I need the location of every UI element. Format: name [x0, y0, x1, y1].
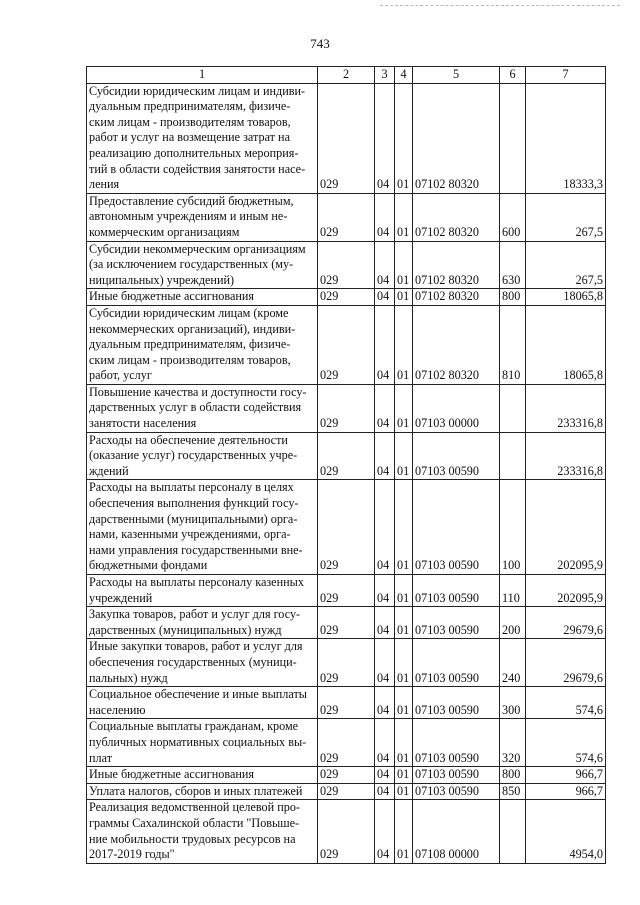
target-article-cell: 07102 80320 — [413, 241, 500, 289]
table-body — [87, 83, 606, 863]
row-name-cell: Социальные выплаты гражданам, кроме публичных нормативных социальных вы- плат — [87, 719, 318, 767]
section-cell: 04 — [375, 480, 395, 575]
expense-type-cell: 320 — [500, 719, 526, 767]
section-cell: 04 — [375, 783, 395, 800]
section-cell: 04 — [375, 639, 395, 687]
row-name-cell: Субсидии юридическим лицам (кроме некоммерческих организаций), индиви- дуальным предпринимателям, физиче- ским лицам - производителям товаров, работ, услуг — [87, 305, 318, 384]
section-cell: 04 — [375, 432, 395, 480]
column-header-4: 4 — [395, 67, 413, 84]
subsection-cell: 01 — [395, 193, 413, 241]
target-article-cell: 07103 00590 — [413, 687, 500, 719]
subsection-cell: 01 — [395, 289, 413, 306]
target-article-cell: 07103 00590 — [413, 767, 500, 784]
target-article-cell: 07103 00590 — [413, 607, 500, 639]
table-row — [87, 305, 606, 384]
subsection-cell: 01 — [395, 432, 413, 480]
table-row — [87, 687, 606, 719]
expense-type-cell: 800 — [500, 767, 526, 784]
target-article-cell: 07102 80320 — [413, 305, 500, 384]
amount-cell: 18065,8 — [526, 305, 606, 384]
section-cell: 04 — [375, 800, 395, 863]
row-name-cell: Уплата налогов, сборов и иных платежей — [87, 783, 318, 800]
table-row — [87, 193, 606, 241]
expense-type-cell: 240 — [500, 639, 526, 687]
admin-code-cell: 029 — [318, 607, 375, 639]
subsection-cell: 01 — [395, 384, 413, 432]
section-cell: 04 — [375, 607, 395, 639]
subsection-cell: 01 — [395, 575, 413, 607]
target-article-cell: 07103 00590 — [413, 783, 500, 800]
column-header-1: 1 — [87, 67, 318, 84]
amount-cell: 233316,8 — [526, 432, 606, 480]
row-name-cell: Социальное обеспечение и иные выплаты населению — [87, 687, 318, 719]
section-cell: 04 — [375, 767, 395, 784]
expense-type-cell: 200 — [500, 607, 526, 639]
subsection-cell: 01 — [395, 639, 413, 687]
subsection-cell: 01 — [395, 607, 413, 639]
row-name-cell: Субсидии юридическим лицам и индиви- дуальным предпринимателям, физиче- ским лицам - производителям товаров, работ и услуг на возмещение затрат на реализацию дополнительных мероприя- тий в области содействия занятости насе- ления — [87, 83, 318, 193]
section-cell: 04 — [375, 83, 395, 193]
amount-cell: 202095,9 — [526, 480, 606, 575]
row-name-cell: Реализация ведомственной целевой про- граммы Сахалинской области "Повыше- ние мобильности трудовых ресурсов на 2017-2019 годы" — [87, 800, 318, 863]
subsection-cell: 01 — [395, 241, 413, 289]
row-name-cell: Расходы на выплаты персоналу в целях обеспечения выполнения функций госу- дарственными (муниципальными) орга- нами, казенными учреждениями, орга- нами управления государственными вне- бюджетными фондами — [87, 480, 318, 575]
expense-type-cell: 800 — [500, 289, 526, 306]
table-row — [87, 241, 606, 289]
admin-code-cell: 029 — [318, 687, 375, 719]
target-article-cell: 07103 00590 — [413, 432, 500, 480]
table-header-row — [87, 67, 606, 84]
subsection-cell: 01 — [395, 783, 413, 800]
section-cell: 04 — [375, 193, 395, 241]
row-name-cell: Иные бюджетные ассигнования — [87, 289, 318, 306]
subsection-cell: 01 — [395, 480, 413, 575]
admin-code-cell: 029 — [318, 193, 375, 241]
section-cell: 04 — [375, 575, 395, 607]
target-article-cell: 07102 80320 — [413, 289, 500, 306]
subsection-cell: 01 — [395, 800, 413, 863]
amount-cell: 267,5 — [526, 241, 606, 289]
admin-code-cell: 029 — [318, 480, 375, 575]
section-cell: 04 — [375, 719, 395, 767]
subsection-cell: 01 — [395, 83, 413, 193]
table-row — [87, 800, 606, 863]
admin-code-cell: 029 — [318, 384, 375, 432]
target-article-cell: 07103 00590 — [413, 575, 500, 607]
target-article-cell: 07103 00590 — [413, 719, 500, 767]
section-cell: 04 — [375, 687, 395, 719]
expense-type-cell: 850 — [500, 783, 526, 800]
amount-cell: 233316,8 — [526, 384, 606, 432]
table-row — [87, 575, 606, 607]
target-article-cell: 07108 00000 — [413, 800, 500, 863]
subsection-cell: 01 — [395, 687, 413, 719]
amount-cell: 29679,6 — [526, 607, 606, 639]
section-cell: 04 — [375, 384, 395, 432]
amount-cell: 18333,3 — [526, 83, 606, 193]
amount-cell: 966,7 — [526, 767, 606, 784]
expense-type-cell: 110 — [500, 575, 526, 607]
column-header-3: 3 — [375, 67, 395, 84]
table-row — [87, 783, 606, 800]
amount-cell: 267,5 — [526, 193, 606, 241]
subsection-cell: 01 — [395, 767, 413, 784]
amount-cell: 18065,8 — [526, 289, 606, 306]
table-row — [87, 719, 606, 767]
admin-code-cell: 029 — [318, 305, 375, 384]
table-row — [87, 83, 606, 193]
section-cell: 04 — [375, 289, 395, 306]
admin-code-cell: 029 — [318, 783, 375, 800]
admin-code-cell: 029 — [318, 767, 375, 784]
scan-edge-mark — [380, 5, 620, 6]
row-name-cell: Расходы на выплаты персоналу казенных учреждений — [87, 575, 318, 607]
target-article-cell: 07103 00590 — [413, 639, 500, 687]
amount-cell: 202095,9 — [526, 575, 606, 607]
subsection-cell: 01 — [395, 305, 413, 384]
expense-type-cell: 300 — [500, 687, 526, 719]
expense-type-cell: 810 — [500, 305, 526, 384]
table-row — [87, 607, 606, 639]
table-row — [87, 289, 606, 306]
admin-code-cell: 029 — [318, 432, 375, 480]
expense-type-cell — [500, 384, 526, 432]
column-header-2: 2 — [318, 67, 375, 84]
target-article-cell: 07102 80320 — [413, 193, 500, 241]
expense-type-cell — [500, 83, 526, 193]
section-cell: 04 — [375, 241, 395, 289]
table-row — [87, 384, 606, 432]
admin-code-cell: 029 — [318, 800, 375, 863]
column-header-6: 6 — [500, 67, 526, 84]
table-row — [87, 480, 606, 575]
admin-code-cell: 029 — [318, 83, 375, 193]
row-name-cell: Иные закупки товаров, работ и услуг для обеспечения государственных (муници- пальных) нужд — [87, 639, 318, 687]
expense-type-cell — [500, 800, 526, 863]
target-article-cell: 07103 00590 — [413, 480, 500, 575]
amount-cell: 4954,0 — [526, 800, 606, 863]
column-header-5: 5 — [413, 67, 500, 84]
target-article-cell: 07103 00000 — [413, 384, 500, 432]
row-name-cell: Расходы на обеспечение деятельности (оказание услуг) государственных учре- ждений — [87, 432, 318, 480]
expense-type-cell: 630 — [500, 241, 526, 289]
admin-code-cell: 029 — [318, 289, 375, 306]
column-header-7: 7 — [526, 67, 606, 84]
amount-cell: 574,6 — [526, 687, 606, 719]
amount-cell: 966,7 — [526, 783, 606, 800]
table-row — [87, 767, 606, 784]
target-article-cell: 07102 80320 — [413, 83, 500, 193]
subsection-cell: 01 — [395, 719, 413, 767]
amount-cell: 574,6 — [526, 719, 606, 767]
row-name-cell: Субсидии некоммерческим организациям (за исключением государственных (му- ниципальных) учреждений) — [87, 241, 318, 289]
table-row — [87, 639, 606, 687]
row-name-cell: Иные бюджетные ассигнования — [87, 767, 318, 784]
admin-code-cell: 029 — [318, 575, 375, 607]
page-number: 743 — [310, 36, 330, 51]
admin-code-cell: 029 — [318, 719, 375, 767]
row-name-cell: Предоставление субсидий бюджетным, автономным учреждениям и иным не- коммерческим организациям — [87, 193, 318, 241]
expense-type-cell: 100 — [500, 480, 526, 575]
expense-type-cell — [500, 432, 526, 480]
table-row — [87, 432, 606, 480]
admin-code-cell: 029 — [318, 639, 375, 687]
row-name-cell: Закупка товаров, работ и услуг для госу- дарственных (муниципальных) нужд — [87, 607, 318, 639]
row-name-cell: Повышение качества и доступности госу- дарственных услуг в области содействия занятости населения — [87, 384, 318, 432]
amount-cell: 29679,6 — [526, 639, 606, 687]
admin-code-cell: 029 — [318, 241, 375, 289]
section-cell: 04 — [375, 305, 395, 384]
budget-table — [86, 66, 606, 864]
expense-type-cell: 600 — [500, 193, 526, 241]
